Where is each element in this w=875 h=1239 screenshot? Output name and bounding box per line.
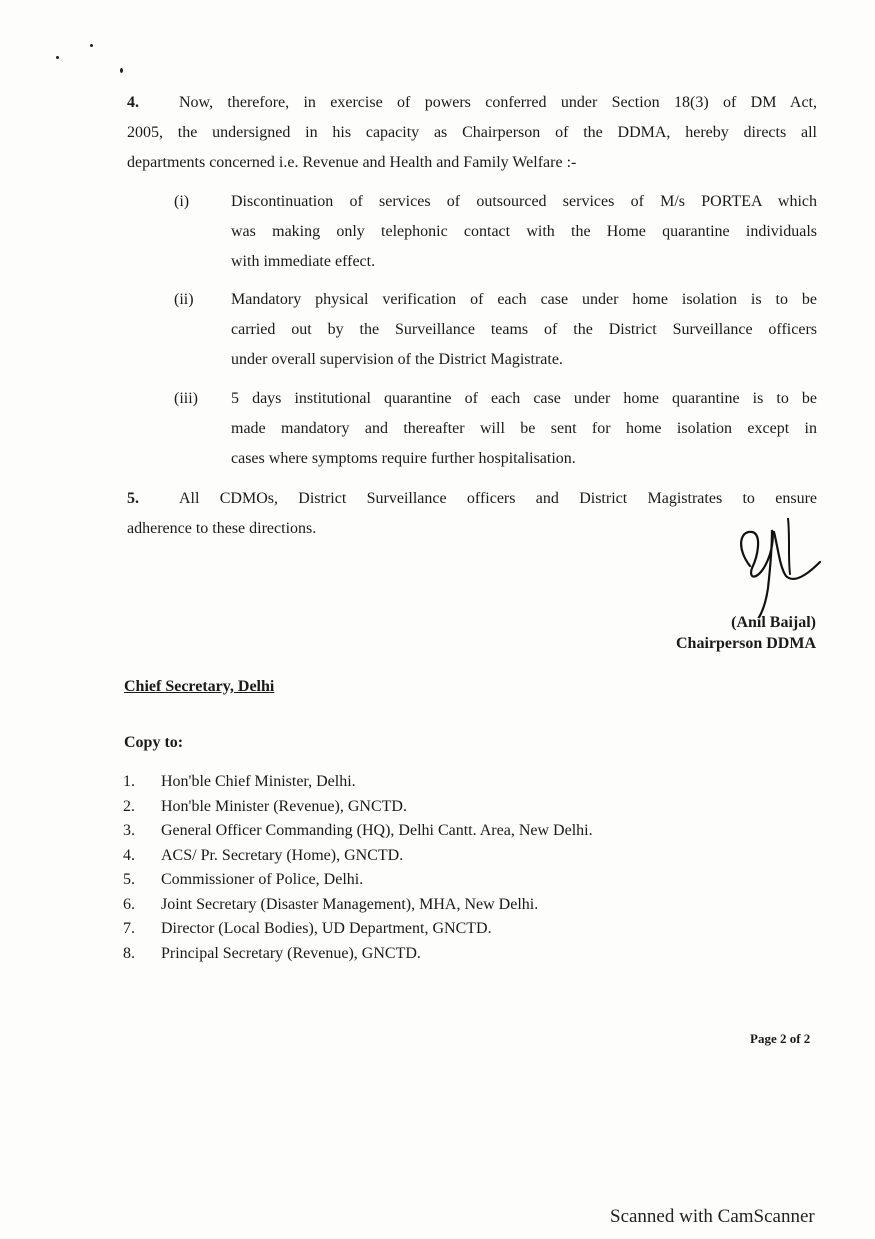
direction-line: cases where symptoms require further hospitalisation. bbox=[231, 450, 576, 467]
direction-item bbox=[174, 187, 817, 277]
paragraph-number: 5. bbox=[127, 490, 139, 507]
direction-roman: (iii) bbox=[174, 390, 198, 407]
list-item-text: Hon'ble Chief Minister, Delhi. bbox=[161, 773, 356, 790]
list-item bbox=[123, 868, 593, 893]
paragraph-5 bbox=[127, 484, 817, 544]
paragraph-number: 4. bbox=[127, 94, 139, 111]
list-item-number: 1. bbox=[123, 773, 135, 790]
direction-roman: (i) bbox=[174, 193, 190, 210]
scan-speck bbox=[90, 44, 93, 47]
signatory-name: (Anil Baijal) bbox=[731, 614, 816, 631]
list-item-number: 5. bbox=[123, 871, 135, 888]
paragraph-line: departments concerned i.e. Revenue and Health and Family Welfare :- bbox=[127, 154, 577, 171]
direction-line: under overall supervision of the District Magistrate. bbox=[231, 351, 563, 368]
direction-item bbox=[174, 384, 817, 474]
list-item bbox=[123, 942, 593, 967]
paragraph-line: 2005, the undersigned in his capacity as Chairperson of the DDMA, hereby directs all bbox=[127, 124, 817, 141]
list-item bbox=[123, 819, 593, 844]
copy-to-heading: Copy to: bbox=[124, 734, 184, 751]
paragraph-line: adherence to these directions. bbox=[127, 520, 317, 537]
paragraph-line: Now, therefore, in exercise of powers conferred under Section 18(3) of DM Act, bbox=[179, 94, 817, 111]
direction-line: carried out by the Surveillance teams of the District Surveillance officers bbox=[231, 321, 817, 338]
direction-line: made mandatory and thereafter will be sent for home isolation except in bbox=[231, 420, 817, 437]
direction-roman: (ii) bbox=[174, 291, 194, 308]
paragraph-line: All CDMOs, District Surveillance officers and District Magistrates to ensure bbox=[179, 490, 817, 507]
page-number: Page 2 of 2 bbox=[750, 1031, 811, 1046]
list-item-number: 3. bbox=[123, 822, 135, 839]
list-item-text: Joint Secretary (Disaster Management), MHA, New Delhi. bbox=[161, 895, 539, 913]
list-item-number: 6. bbox=[123, 895, 135, 913]
scanner-watermark: Scanned with CamScanner bbox=[610, 1206, 815, 1227]
handwritten-signature bbox=[728, 518, 838, 618]
direction-line: was making only telephonic contact with the Home quarantine individuals bbox=[231, 223, 817, 240]
list-item bbox=[123, 770, 593, 795]
list-item-text: Principal Secretary (Revenue), GNCTD. bbox=[161, 944, 421, 962]
direction-line: with immediate effect. bbox=[231, 253, 376, 270]
list-item-number: 2. bbox=[123, 797, 135, 815]
list-item-number: 8. bbox=[123, 944, 135, 962]
paragraph-4 bbox=[127, 88, 817, 178]
direction-item bbox=[174, 285, 817, 375]
addressee: Chief Secretary, Delhi bbox=[124, 678, 275, 695]
list-item-text: Director (Local Bodies), UD Department, GNCTD. bbox=[161, 920, 492, 937]
direction-line: Mandatory physical verification of each case under home isolation is to be bbox=[231, 291, 817, 308]
list-item-number: 4. bbox=[123, 846, 135, 864]
list-item bbox=[123, 844, 593, 869]
list-item bbox=[123, 893, 593, 918]
list-item-text: ACS/ Pr. Secretary (Home), GNCTD. bbox=[161, 846, 404, 864]
list-item-text: Hon'ble Minister (Revenue), GNCTD. bbox=[161, 797, 407, 815]
signature-block bbox=[610, 612, 816, 654]
scan-speck bbox=[120, 68, 123, 73]
direction-line: Discontinuation of services of outsourced services of M/s PORTEA which bbox=[231, 193, 817, 210]
list-item bbox=[123, 917, 593, 942]
list-item-number: 7. bbox=[123, 920, 135, 937]
direction-line: 5 days institutional quarantine of each case under home quarantine is to be bbox=[231, 390, 817, 407]
scan-speck bbox=[56, 56, 59, 59]
list-item-text: General Officer Commanding (HQ), Delhi Cantt. Area, New Delhi. bbox=[161, 822, 593, 839]
copy-to-list bbox=[123, 770, 593, 966]
signatory-title: Chairperson DDMA bbox=[676, 635, 816, 652]
list-item bbox=[123, 795, 593, 820]
list-item-text: Commissioner of Police, Delhi. bbox=[161, 871, 364, 888]
